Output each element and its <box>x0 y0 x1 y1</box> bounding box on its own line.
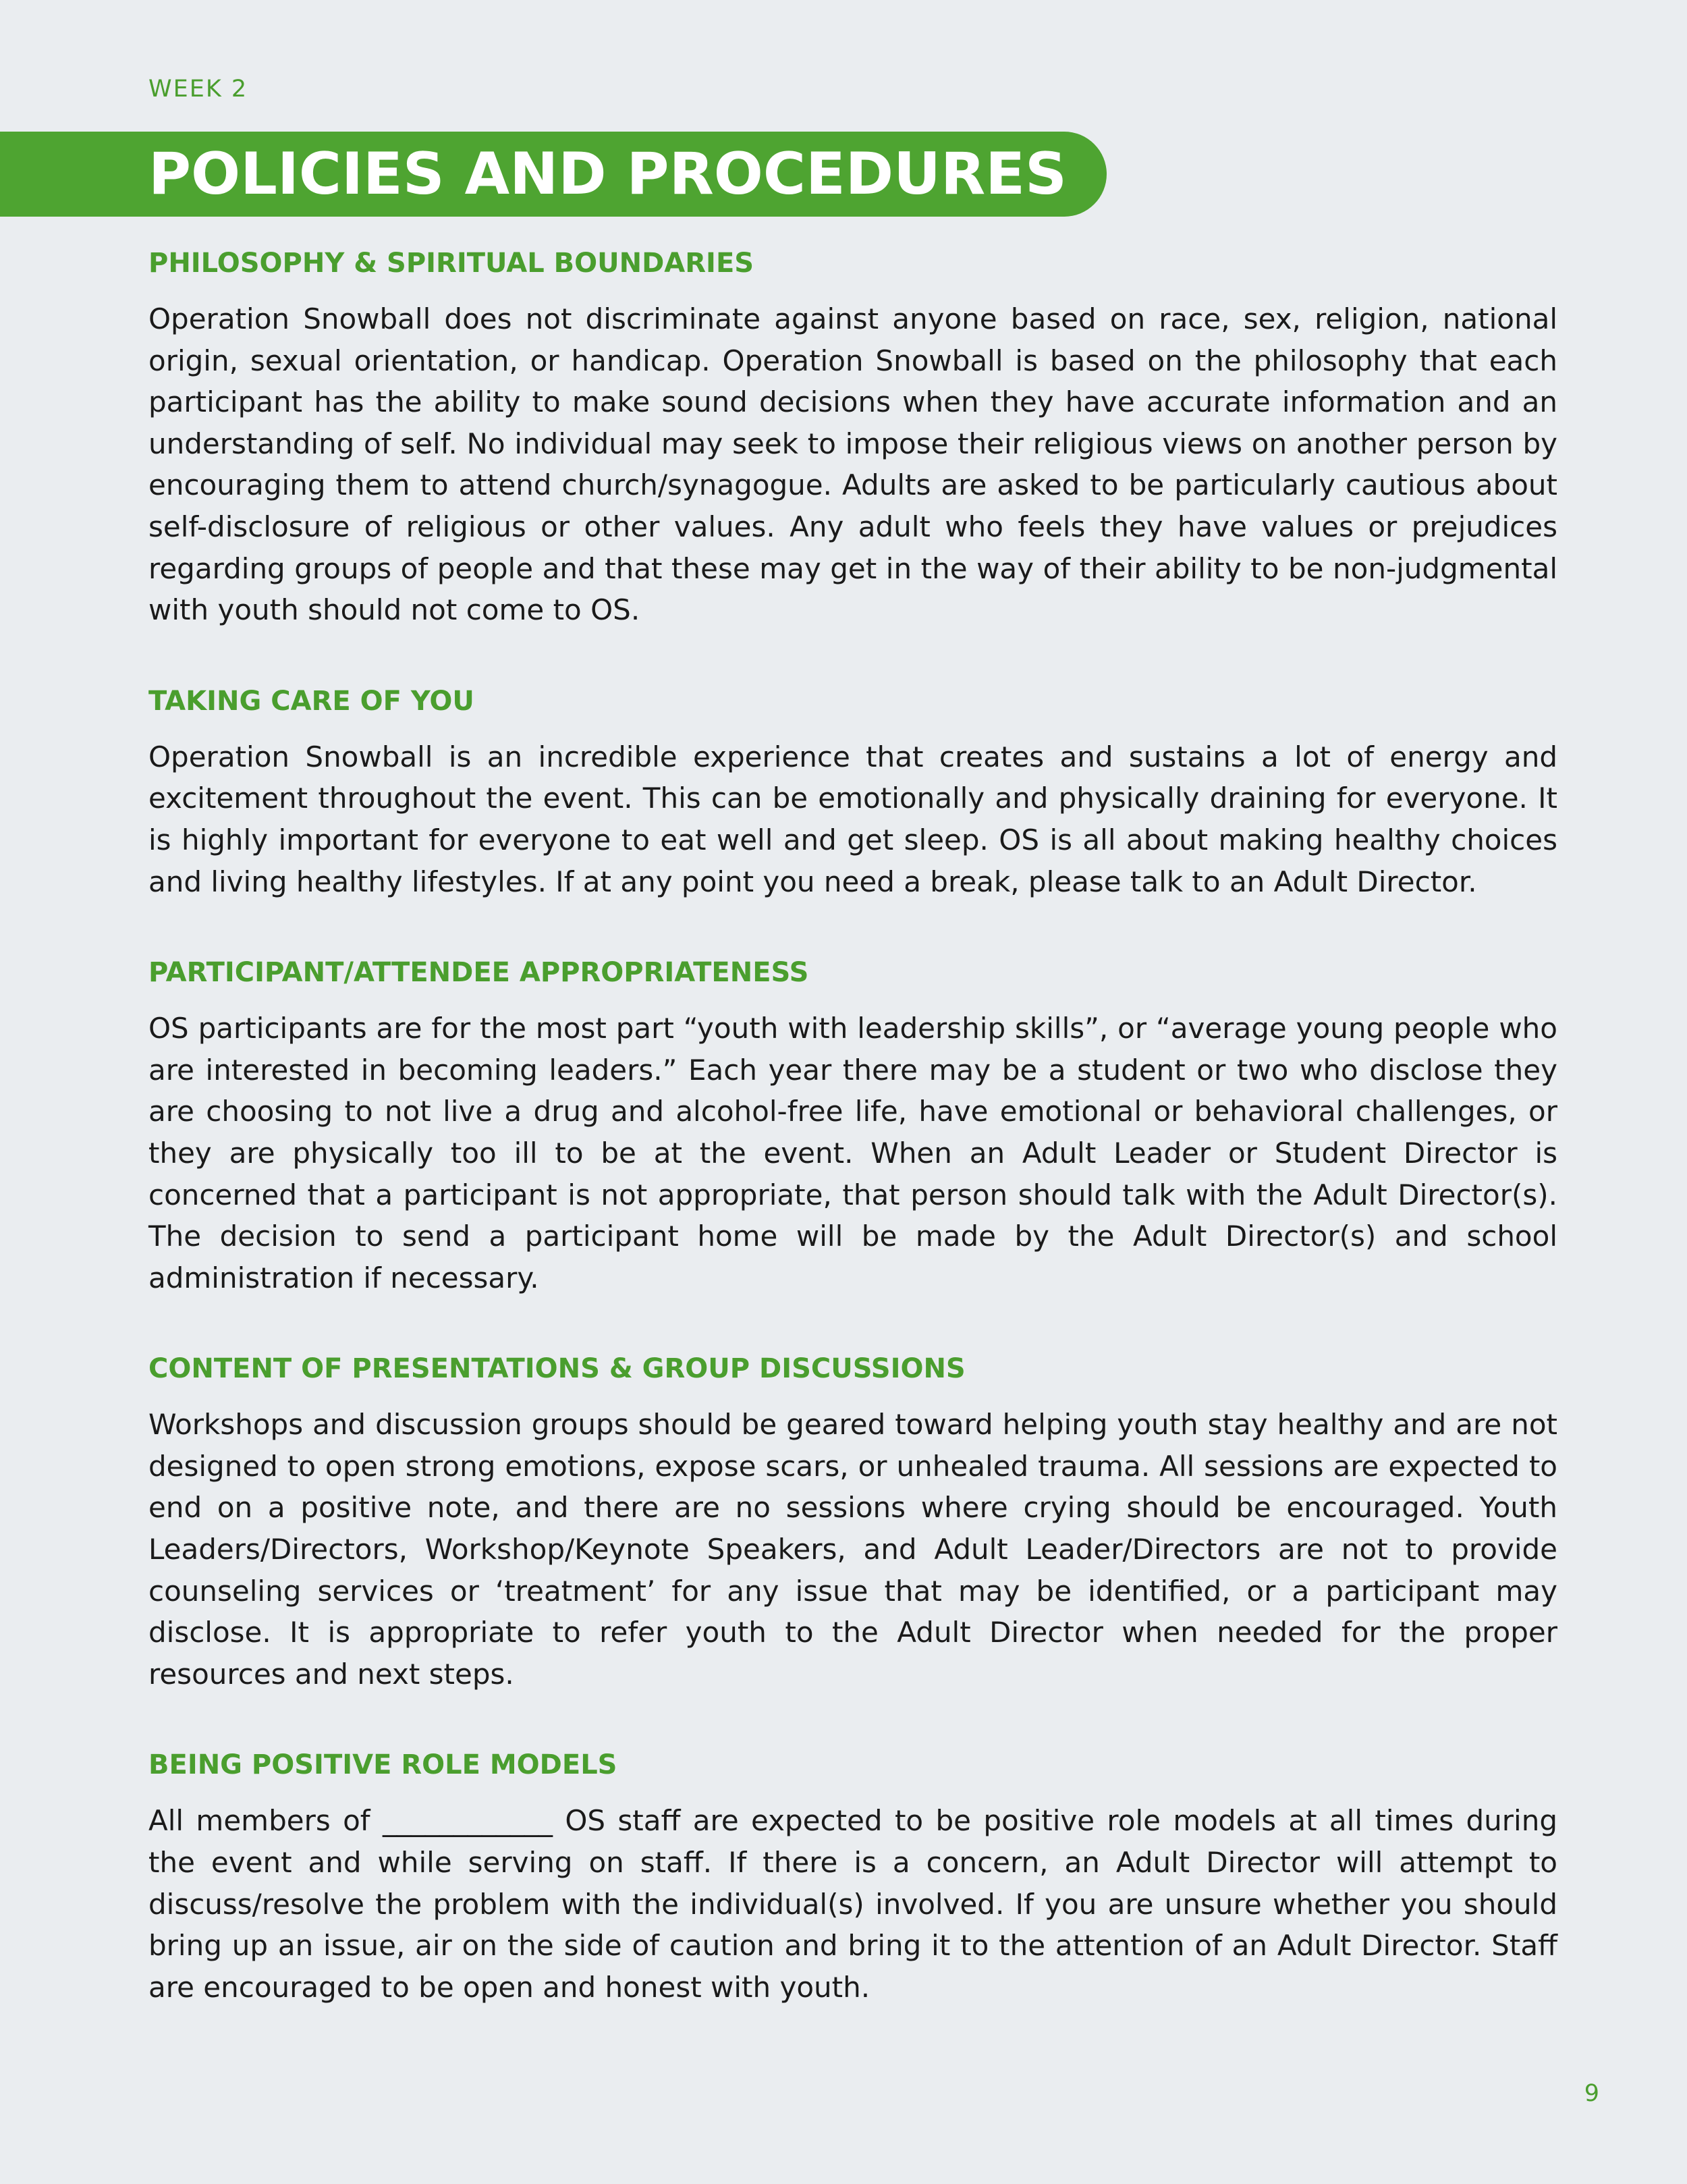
section-body: OS participants are for the most part “youth with leadership skills”, or “average young people who are interested in becoming leaders.” Each year there may be a student or two who disclose they are choosing to not live a drug and alcohol-free life, have emotional or behavioral challenges, or they are physically too ill to be at the event. When an Adult Leader or Student Director is concerned that a participant is not appropriate, that person should talk with the Adult Director(s). The decision to send a participant home will be made by the Adult Director(s) and school administration if necessary. <box>148 1012 1557 1294</box>
section-philosophy <box>148 243 1557 631</box>
section-heading: CONTENT OF PRESENTATIONS & GROUP DISCUSSIONS <box>148 1353 966 1385</box>
page-number: 9 <box>1584 2080 1599 2107</box>
section-presentations <box>148 1348 1557 1695</box>
week-label: WEEK 2 <box>148 76 248 103</box>
section-body: All members of ____________ OS staff are expected to be positive role models at all times during the event and while serving on staff. If there is a concern, an Adult Director will attempt to discuss/resolve the problem with the individual(s) involved. If you are unsure whether you should bring up an issue, air on the side of caution and bring it to the attention of an Adult Director. Staff are encouraged to be open and honest with youth. <box>148 1804 1557 2004</box>
content <box>148 243 1557 2058</box>
section-heading: BEING POSITIVE ROLE MODELS <box>148 1749 617 1781</box>
title-banner <box>0 132 1107 217</box>
section-body: Operation Snowball does not discriminate against anyone based on race, sex, religion, national origin, sexual orientation, or handicap. Operation Snowball is based on the philosophy that each participant has the ability to make sound decisions when they have accurate information and an understanding of self. No individual may seek to impose their religious views on another person by encouraging them to attend church/synagogue. Adults are asked to be particularly cautious about self-disclosure of religious or other values. Any adult who feels they have values or prejudices regarding groups of people and that these may get in the way of their ability to be non-judgmental with youth should not come to OS. <box>148 302 1557 627</box>
section-body: Workshops and discussion groups should be geared toward helping youth stay healthy and are not designed to open strong emotions, expose scars, or unhealed trauma. All sessions are expected to end on a positive note, and there are no sessions where crying should be encouraged. Youth Leaders/Directors, Workshop/Keynote Speakers, and Adult Leader/Directors are not to provide counseling services or ‘treatment’ for any issue that may be identified, or a participant may disclose. It is appropriate to refer youth to the Adult Director when needed for the proper resources and next steps. <box>148 1408 1557 1691</box>
section-appropriateness <box>148 952 1557 1299</box>
page-title: POLICIES AND PROCEDURES <box>148 140 1067 208</box>
section-heading: PARTICIPANT/ATTENDEE APPROPRIATENESS <box>148 957 809 989</box>
section-taking-care <box>148 681 1557 902</box>
section-body: Operation Snowball is an incredible experience that creates and sustains a lot of energy and excitement throughout the event. This can be emotionally and physically draining for everyone. It is highly important for everyone to eat well and get sleep. OS is all about making healthy choices and living healthy lifestyles. If at any point you need a break, please talk to an Adult Director. <box>148 740 1557 898</box>
section-heading: PHILOSOPHY & SPIRITUAL BOUNDARIES <box>148 248 754 279</box>
section-role-models <box>148 1745 1557 2008</box>
section-heading: TAKING CARE OF YOU <box>148 685 474 717</box>
